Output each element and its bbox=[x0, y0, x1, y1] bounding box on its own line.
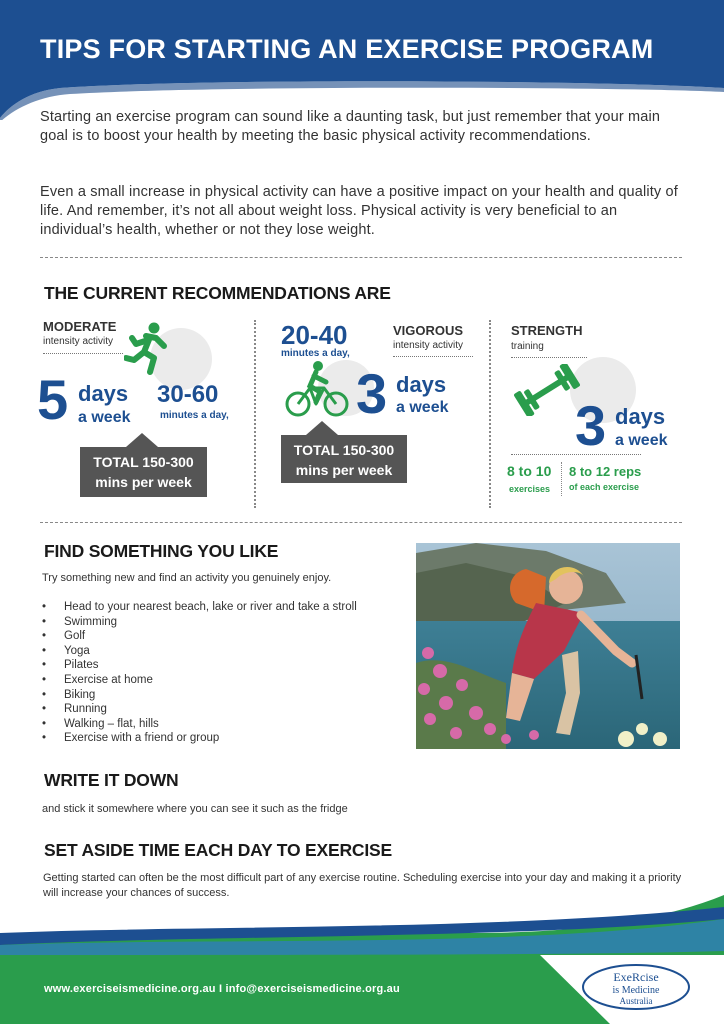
cyclist-icon bbox=[284, 360, 350, 418]
activity-list-item: • Running bbox=[42, 702, 357, 717]
dotted-separator bbox=[511, 454, 641, 455]
column-divider bbox=[254, 320, 256, 508]
inner-divider bbox=[561, 462, 562, 496]
vigorous-days-number: 3 bbox=[356, 362, 388, 425]
column-divider bbox=[489, 320, 491, 508]
total-pointer bbox=[306, 421, 338, 435]
dotted-underline bbox=[393, 356, 473, 357]
activity-list-item: • Biking bbox=[42, 688, 357, 703]
logo-line-1: ExeRcise bbox=[613, 970, 659, 984]
dumbbell-icon bbox=[512, 364, 582, 416]
exercises-count: 8 to 10 bbox=[507, 463, 552, 479]
moderate-days-number: 5 bbox=[37, 368, 69, 431]
moderate-days-word: days bbox=[78, 381, 129, 406]
total-line-2: mins per week bbox=[95, 474, 192, 490]
reps-count: 8 to 12 reps bbox=[569, 464, 642, 479]
strength-days-number: 3 bbox=[575, 394, 607, 457]
find-intro: Try something new and find an activity you genuinely enjoy. bbox=[42, 572, 332, 584]
total-line-2: mins per week bbox=[295, 462, 393, 478]
aside-text: Getting started can often be the most difficult part of any exercise routine. Scheduling exercise into your day and making it a priority will increase your chances of success. bbox=[43, 872, 682, 899]
logo-line-3: Australia bbox=[619, 996, 653, 1006]
vigorous-days-unit: a week bbox=[396, 399, 449, 416]
moderate-total-box bbox=[80, 447, 207, 497]
page-title: TIPS FOR STARTING AN EXERCISE PROGRAM bbox=[40, 34, 654, 64]
intro-paragraph-1: Starting an exercise program can sound like a daunting task, but just remember that your main goal is to boost your health by meeting the basic physical activity recommendations. bbox=[40, 109, 661, 144]
write-heading: WRITE IT DOWN bbox=[44, 770, 179, 790]
exercises-unit: exercises bbox=[509, 484, 551, 494]
strength-days-word: days bbox=[615, 404, 666, 429]
activity-list-item: • Swimming bbox=[42, 615, 357, 630]
dotted-underline bbox=[43, 353, 123, 354]
logo-line-2: is Medicine bbox=[612, 985, 660, 996]
runner-icon bbox=[124, 322, 170, 376]
strength-label: STRENGTH bbox=[511, 323, 583, 338]
activity-list-item: • Pilates bbox=[42, 658, 357, 673]
moderate-sublabel: intensity activity bbox=[43, 336, 114, 347]
footer-links[interactable]: www.exerciseismedicine.org.au I info@exerciseismedicine.org.au bbox=[44, 983, 400, 995]
dotted-underline bbox=[511, 357, 587, 358]
activity-list-item: • Walking – flat, hills bbox=[42, 717, 357, 732]
vigorous-label: VIGOROUS bbox=[393, 323, 464, 338]
total-pointer bbox=[126, 433, 158, 447]
activity-list-item: • Exercise with a friend or group bbox=[42, 731, 357, 746]
moderate-minutes-unit: minutes a day, bbox=[160, 410, 229, 421]
vigorous-total-box bbox=[281, 435, 407, 483]
total-line-1: TOTAL 150-300 bbox=[93, 454, 194, 470]
moderate-days-unit: a week bbox=[78, 409, 131, 426]
moderate-label: MODERATE bbox=[43, 319, 117, 334]
reps-unit: of each exercise bbox=[569, 482, 640, 492]
divider bbox=[40, 522, 682, 523]
vigorous-minutes-unit: minutes a day, bbox=[281, 348, 350, 359]
vigorous-sublabel: intensity activity bbox=[393, 340, 464, 351]
header-banner bbox=[0, 0, 724, 120]
activity-list-item: • Golf bbox=[42, 629, 357, 644]
vigorous-minutes: 20-40 bbox=[281, 320, 348, 350]
moderate-minutes: 30-60 bbox=[157, 381, 219, 408]
vigorous-days-word: days bbox=[396, 372, 447, 397]
aside-heading: SET ASIDE TIME EACH DAY TO EXERCISE bbox=[44, 840, 392, 860]
recommendations-heading: THE CURRENT RECOMMENDATIONS ARE bbox=[44, 283, 391, 303]
intro-paragraph-2: Even a small increase in physical activity can have a positive impact on your health and quality of life. And remember, it’s not all about weight loss. Physical activity is very beneficial to an individual’s health, whether or not they lose weight. bbox=[40, 184, 678, 238]
activity-list bbox=[42, 600, 357, 746]
hiker-photo bbox=[416, 543, 680, 749]
find-heading: FIND SOMETHING YOU LIKE bbox=[44, 541, 279, 561]
total-line-1: TOTAL 150-300 bbox=[293, 442, 395, 458]
strength-days-unit: a week bbox=[615, 432, 668, 449]
write-text: and stick it somewhere where you can see it such as the fridge bbox=[42, 803, 348, 815]
activity-list-item: • Yoga bbox=[42, 644, 357, 659]
strength-sublabel: training bbox=[511, 341, 544, 352]
activity-list-item: • Head to your nearest beach, lake or river and take a stroll bbox=[42, 600, 357, 615]
exercise-is-medicine-logo bbox=[580, 962, 692, 1012]
activity-list-item: • Exercise at home bbox=[42, 673, 357, 688]
divider bbox=[40, 257, 682, 258]
